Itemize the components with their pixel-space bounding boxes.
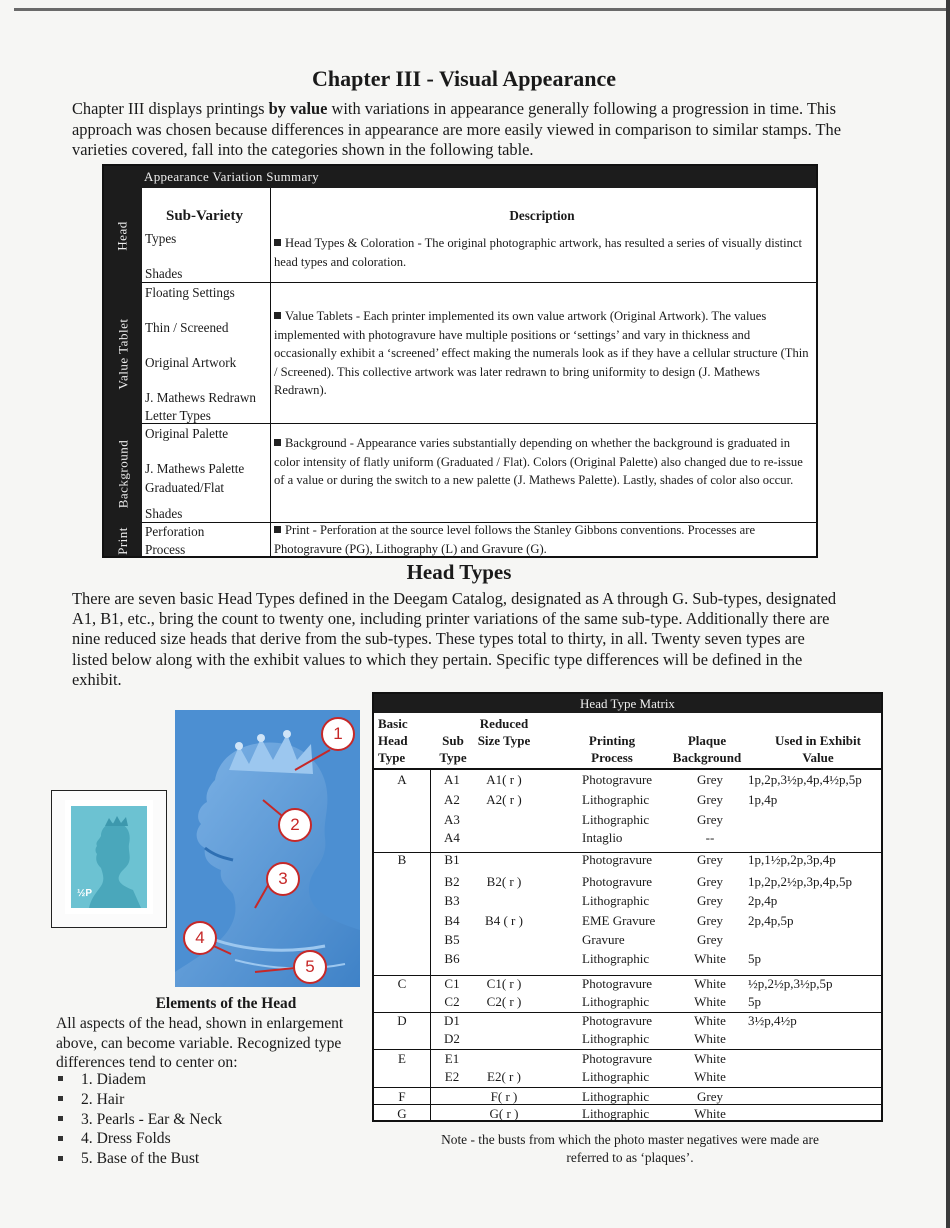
head-types-heading: Head Types: [406, 560, 512, 584]
table-cell-sub: E2: [444, 1069, 460, 1084]
table-cell-proc: Intaglio: [582, 830, 623, 845]
table-cell-red: F( r ): [490, 1089, 518, 1104]
sub-variety-item: Thin / Screened: [145, 320, 229, 335]
intro-bold: by value: [268, 99, 328, 118]
table-cell-plq: White: [694, 951, 726, 966]
table-cell-val: 1p,1½p,2p,3p,4p: [748, 852, 836, 867]
table-cell-head: E: [398, 1051, 406, 1066]
list-item: 1. Diadem: [56, 1070, 222, 1090]
table-cell-val: ½p,2½p,3½p,5p: [748, 976, 833, 991]
table-cell-plq: Grey: [697, 1089, 723, 1104]
table-cell-proc: Lithographic: [582, 792, 650, 807]
plaque-note: Note - the busts from which the photo master negatives were made are referred to as ‘plaques’.: [441, 1132, 819, 1165]
table-cell-red: B4 ( r ): [485, 913, 523, 928]
table-cell-red: G( r ): [489, 1106, 519, 1121]
sub-variety-item: Shades: [145, 506, 183, 521]
sub-variety-item: J. Mathews Redrawn: [145, 390, 256, 405]
table-cell-red: A2( r ): [486, 792, 522, 807]
sub-variety-item: Original Artwork: [145, 355, 237, 370]
table-cell-proc: Photogravure: [582, 874, 653, 889]
list-item: 3. Pearls - Ear & Neck: [56, 1110, 222, 1130]
col-header-process: Printing Process: [588, 733, 636, 765]
list-item: 2. Hair: [56, 1090, 222, 1110]
sub-variety-item: Process: [145, 542, 186, 557]
row-divider: [142, 282, 816, 283]
table-cell-val: 1p,4p: [748, 792, 778, 807]
page-right-edge: [946, 0, 950, 1228]
callout-4-badge: 4: [183, 921, 217, 955]
group-label-head: Head: [115, 220, 130, 251]
table-cell-red: C2( r ): [486, 994, 522, 1009]
table-cell-proc: Photogravure: [582, 1013, 653, 1028]
table-cell-val: 1p,2p,3½p,4p,4½p,5p: [748, 772, 862, 787]
table-cell-proc: EME Gravure: [582, 913, 656, 928]
table-cell-proc: Photogravure: [582, 852, 653, 867]
list-item: 5. Base of the Bust: [56, 1149, 222, 1169]
col-header-used: Used in Exhibit Value: [775, 733, 861, 765]
page-top-rule: [14, 8, 950, 11]
callout-5-badge: 5: [293, 950, 327, 984]
sub-variety-item: Floating Settings: [145, 285, 235, 300]
sub-variety-item: Graduated/Flat: [145, 480, 225, 495]
table-cell-proc: Lithographic: [582, 994, 650, 1009]
table-cell-plq: Grey: [697, 874, 723, 889]
head-types-paragraph: There are seven basic Head Types defined in the Deegam Catalog, designated as A through G. Sub-types, designated A1, B1, etc., bring the count to twenty one, including printer variations of the same sub-type. Additionally there are nine reduced size heads that derive from the sub-types. These types total to thirty, in all. Twenty seven types are listed below along with the exhibit values to which they pertain. Specific type differences will be defined in the exhibit.: [72, 589, 837, 689]
table-cell-plq: --: [705, 830, 715, 845]
table-cell-sub: B2: [444, 874, 460, 889]
appearance-table-title: Appearance Variation Summary: [104, 166, 816, 188]
table-cell-plq: Grey: [697, 913, 723, 928]
table-cell-proc: Lithographic: [582, 1089, 650, 1104]
table-cell-plq: Grey: [697, 792, 723, 807]
table-cell-plq: White: [694, 994, 726, 1009]
table-cell-proc: Photogravure: [582, 1051, 653, 1066]
table-cell-proc: Lithographic: [582, 1031, 650, 1046]
table-cell-proc: Gravure: [582, 932, 625, 947]
col-header-reduced: Reduced Size Type: [477, 716, 531, 748]
sub-variety-header: Sub-Variety: [166, 208, 243, 224]
table-cell-proc: Lithographic: [582, 951, 650, 966]
table-cell-red: B2( r ): [486, 874, 522, 889]
head-description: Head Types & Coloration - The original photographic artwork, has resulted a series of visually distinct head types and coloration.: [274, 236, 802, 269]
table-cell-sub: B3: [444, 893, 460, 908]
group-divider: [374, 1087, 881, 1088]
stamp-image: [71, 806, 147, 908]
table-cell-sub: C1: [444, 976, 460, 991]
table-cell-proc: Photogravure: [582, 976, 653, 991]
table-cell-head: A: [397, 772, 407, 787]
table-cell-red: A1( r ): [486, 772, 522, 787]
table-cell-head: D: [397, 1013, 407, 1028]
column-divider: [270, 188, 271, 556]
table-cell-red: E2( r ): [487, 1069, 521, 1084]
sub-variety-item: Original Palette: [145, 426, 229, 441]
stamp-thumbnail-frame: [51, 790, 167, 928]
head-type-matrix: [372, 692, 883, 1122]
col-header-plaque: Plaque Background: [672, 733, 742, 765]
table-cell-val: 2p,4p,5p: [748, 913, 794, 928]
table-cell-head: F: [398, 1089, 406, 1104]
intro-post: with variations in appearance generally following a progression in time. This approach was chosen because differences in appearance are more easily viewed in comparison to similar stamps. The varieties covered, fall into the categories shown in the following table.: [72, 99, 841, 159]
table-cell-proc: Lithographic: [582, 1069, 650, 1084]
sub-variety-item: Letter Types: [145, 408, 211, 423]
page-title: Chapter III - Visual Appearance: [312, 66, 616, 91]
table-cell-plq: Grey: [697, 852, 723, 867]
group-divider: [374, 1049, 881, 1050]
matrix-title: Head Type Matrix: [374, 694, 881, 713]
background-description: Background - Appearance varies substantially depending on whether the background is graduated in color intensity of flatly uniform (Graduated / Flat). Colors (Original Palette) also changed due to re-issue of a value or during the switch to a new palette (J. Mathews Palette). Lastly, shades of color also occur.: [274, 436, 803, 487]
table-cell-plq: White: [694, 1106, 726, 1121]
table-cell-sub: B1: [444, 852, 460, 867]
description-header: Description: [509, 208, 575, 223]
stamp-value: ½P: [77, 888, 93, 899]
table-cell-sub: B5: [444, 932, 460, 947]
elements-paragraph: All aspects of the head, shown in enlargement above, can become variable. Recognized type differences tend to center on:: [56, 1015, 344, 1071]
group-label-print: Print: [114, 526, 130, 555]
stamp-thumbnail: [65, 800, 153, 914]
table-cell-plq: White: [694, 1051, 726, 1066]
callout-2-badge: 2: [278, 808, 312, 842]
intro-paragraph: [72, 99, 862, 161]
list-item: 4. Dress Folds: [56, 1129, 222, 1149]
table-cell-val: 1p,2p,2½p,3p,4p,5p: [748, 874, 852, 889]
table-cell-val: 3½p,4½p: [748, 1013, 797, 1028]
table-cell-plq: Grey: [697, 772, 723, 787]
table-cell-plq: Grey: [697, 893, 723, 908]
col-header-basic: Basic Head Type: [378, 716, 408, 765]
table-cell-proc: Lithographic: [582, 1106, 650, 1121]
table-cell-proc: Photogravure: [582, 772, 653, 787]
callout-3-badge: 3: [266, 862, 300, 896]
elements-list: [56, 1070, 222, 1169]
row-divider: [142, 423, 816, 424]
table-cell-sub: A2: [444, 792, 460, 807]
table-cell-sub: A3: [444, 812, 460, 827]
sub-variety-item: Types: [145, 231, 177, 246]
table-cell-proc: Lithographic: [582, 812, 650, 827]
table-cell-plq: White: [694, 1069, 726, 1084]
sub-variety-item: Shades: [145, 266, 183, 281]
print-description: Print - Perforation at the source level follows the Stanley Gibbons conventions. Processes are Photogravure (PG), Lithography (L) and Gravure (G).: [274, 523, 756, 556]
table-cell-plq: White: [694, 1013, 726, 1028]
sub-variety-item: J. Mathews Palette: [145, 461, 245, 476]
header-rule: [374, 768, 881, 770]
col-header-sub: Sub Type: [439, 733, 467, 765]
table-cell-val: 5p: [748, 951, 761, 966]
table-cell-plq: Grey: [697, 932, 723, 947]
table-cell-head: B: [397, 852, 407, 867]
table-cell-sub: D2: [444, 1031, 460, 1046]
table-cell-sub: A1: [444, 772, 460, 787]
table-cell-sub: B4: [444, 913, 460, 928]
group-label-value-tablet: Value Tablet: [115, 318, 131, 389]
table-cell-sub: B6: [444, 951, 460, 966]
table-cell-plq: Grey: [697, 812, 723, 827]
table-cell-head: G: [397, 1106, 407, 1121]
table-cell-proc: Lithographic: [582, 893, 650, 908]
table-cell-val: 5p: [748, 994, 761, 1009]
sub-variety-item: Perforation: [145, 524, 205, 539]
table-cell-plq: White: [694, 1031, 726, 1046]
table-cell-plq: White: [694, 976, 726, 991]
value-tablet-description: Value Tablets - Each printer implemented its own value artwork (Original Artwork). The values implemented with photogravure have multiple positions or ‘settings’ and vary in thickness and occasionally exhibit a ‘screened’ effect making the numerals look as if they have a cellular structure (Thin / Screened). This collective artwork was later redrawn to bring uniformity to design (J. Mathews Redrawn).: [274, 309, 809, 397]
table-cell-sub: A4: [444, 830, 460, 845]
table-cell-sub: E1: [444, 1051, 460, 1066]
callout-1-badge: 1: [321, 717, 355, 751]
table-cell-sub: C2: [444, 994, 460, 1009]
table-cell-head: C: [397, 976, 407, 991]
elements-heading: Elements of the Head: [155, 995, 297, 1012]
intro-pre: Chapter III displays printings: [72, 99, 269, 118]
table-cell-red: C1( r ): [486, 976, 522, 991]
table-cell-val: 2p,4p: [748, 893, 778, 908]
table-cell-sub: D1: [444, 1013, 460, 1028]
group-label-background: Background: [115, 439, 131, 508]
appearance-variation-table: [102, 164, 818, 558]
